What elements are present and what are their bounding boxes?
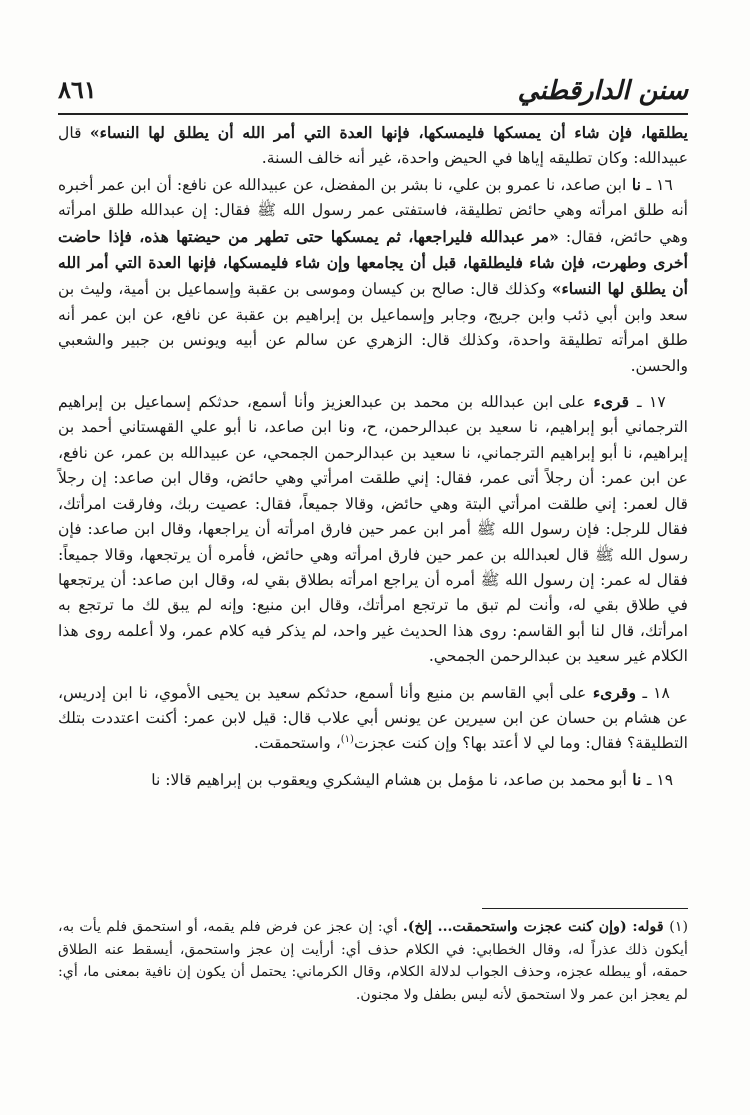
hadith-number: ١٧ ـ xyxy=(637,393,666,412)
hadith-16 xyxy=(58,172,688,379)
footnote-marker: (١) xyxy=(340,734,354,746)
hadith-quote: يطلقها، فإن شاء أن يمسكها فليمسكها، فإنها العدة التي أمر الله أن يطلق لها النساء» xyxy=(89,123,688,142)
footnote-divider xyxy=(482,908,688,909)
narration-keyword: نا xyxy=(626,769,647,789)
hadith-18 xyxy=(58,680,688,757)
hadith-number: ١٦ ـ xyxy=(646,175,673,194)
hadith-number: ١٩ ـ xyxy=(646,770,674,789)
paragraph-text: ، واستحمقت. xyxy=(253,734,341,753)
paragraph-text: وكذلك قال: صالح بن كيسان وموسى بن عقبة وإسماعيل بن أمية، وليث بن سعد وابن أبي ذئب وابن جريج، وجابر وإسماعيل بن إبراهيم بن عقبة عن نافع، عن ابن عمر أنه طلق امرأته تطليقة واحدة، وكذلك قال: الزهري عن سالم عن أبيه ويونس بن جبير والشعبي والحسن. xyxy=(58,280,688,375)
page-header xyxy=(58,68,688,110)
footnote xyxy=(58,916,688,1006)
narration-keyword: وقرىء xyxy=(586,682,643,702)
narration-keyword: نا xyxy=(626,174,647,194)
paragraph-text: على ابن عبدالله بن محمد بن عبدالعزيز وأنا أسمع، حدثكم إسماعيل بن إبراهيم الترجماني أبو إبراهيم، نا سعيد بن عبدالرحمن، ح، ونا ابن صاعد، نا أبو علي القهستاني أحمد بن إبراهيم، نا أبو إبراهيم الترجماني، نا سعيد بن عبدالرحمن الجمحي، عن عبيدالله بن عمر، عن نافع، عن ابن عمر: أن رجلاً أتى عمر، فقال: إني طلقت امرأتي وهي حائض، وقال ابن صاعد: إن رجلاً قال لعمر: إني طلقت امرأتي البتة وهي حائض، وقالا جميعاً، فقال: عصيت ربك، وفارقت امرأتك، فقال للرجل: فإن رسول الله ﷺ أمر ابن عمر حين فارق امرأته أن يراجعها، وقال ابن صاعد: فإن رسول الله ﷺ قال لعبدالله بن عمر حين فارق امرأته وهي حائض، فأمره أن يرتجعها، وقالا جميعاً: فقال له عمر: إن رسول الله ﷺ أمره أن يراجع امرأته بطلاق بقي له، وقال ابن صاعد: أن يرتجعها في طلاق بقي له، وأنت لم تبق ما ترتجع امرأتك، وقال ابن منيع: وإنه لم يبق لك ما ترتجع به امرأتك، قال لنا أبو القاسم: روى هذا الحديث غير واحد، لم يذكر فيه كلام عمر، ولا أعلمه روى هذا الكلام غير سعيد بن عبدالرحمن الجمحي. xyxy=(58,393,688,666)
paragraph-text: ابن صاعد، نا عمرو بن علي، نا بشر بن المفضل، عن عبيدالله عن نافع: أن ابن عمر أخبره أنه طلق امرأته وهي حائض تطليقة، فاستفتى عمر رسول الله ﷺ فقال: إن عبدالله طلق امرأته وهي حائض، فقال: xyxy=(58,175,688,246)
hadith-19 xyxy=(58,767,688,793)
footnote-text: أي: إن عجز عن فرض فلم يقمه، أو استحمق فلم يأت به، أيكون ذلك عذراً له، وقال الخطابي: في الكلام حذف أي: أرأيت إن عجز واستحمق، أيسقط عنه الطلاق حمقه، أو يبطله عجزه، وحذف الجواب لدلالة الكلام، وقال الكرماني: يحتمل أن يكون إن نافية بمعنى ما، أي: لم يعجز ابن عمر ولا استحمق لأنه ليس بطفل ولا مجنون. xyxy=(58,919,688,1003)
paragraph-text: قال عبيدالله: وكان تطليقه إياها في الحيض واحدة، غير أنه خالف السنة. xyxy=(58,124,688,168)
paragraph-text: أبو محمد بن صاعد، نا مؤمل بن هشام اليشكري ويعقوب بن إبراهيم قالا: نا xyxy=(151,770,627,789)
header-divider xyxy=(58,113,688,115)
footnote-number: (١) xyxy=(669,919,689,935)
main-text xyxy=(58,120,688,793)
hadith-quote: «مر عبدالله فليراجعها، ثم يمسكها حتى تطهر من حيضتها هذه، فإذا حاضت أخرى وطهرت، فإن شاء فليطلقها، قبل أن يجامعها وإن شاء فليمسكها، فإنها العدة التي أمر الله أن يطلق لها النساء» xyxy=(58,226,689,299)
footnote-paragraph xyxy=(58,916,688,1006)
book-title: سنن الدارقطني xyxy=(517,76,688,106)
paragraph-continuation xyxy=(58,120,688,172)
paragraph-text: على أبي القاسم بن منيع وأنا أسمع، حدثكم سعيد بن يحيى الأموي، نا ابن إدريس، عن هشام بن حسان عن ابن سيرين عن يونس أبي علاب قال: قيل لابن عمر: أكنت اعتددت بتلك التطليقة؟ فقال: وما لي لا أعتد بها؟ وإن كنت عجزت xyxy=(58,683,688,753)
page-number: ٨٦١ xyxy=(58,75,97,104)
hadith-17 xyxy=(58,389,688,669)
narration-keyword: قرىء xyxy=(585,392,638,412)
footnote-heading: قوله: (وإن كنت عجزت واستحمقت... إلخ). xyxy=(402,919,670,935)
hadith-number: ١٨ ـ xyxy=(642,683,670,702)
